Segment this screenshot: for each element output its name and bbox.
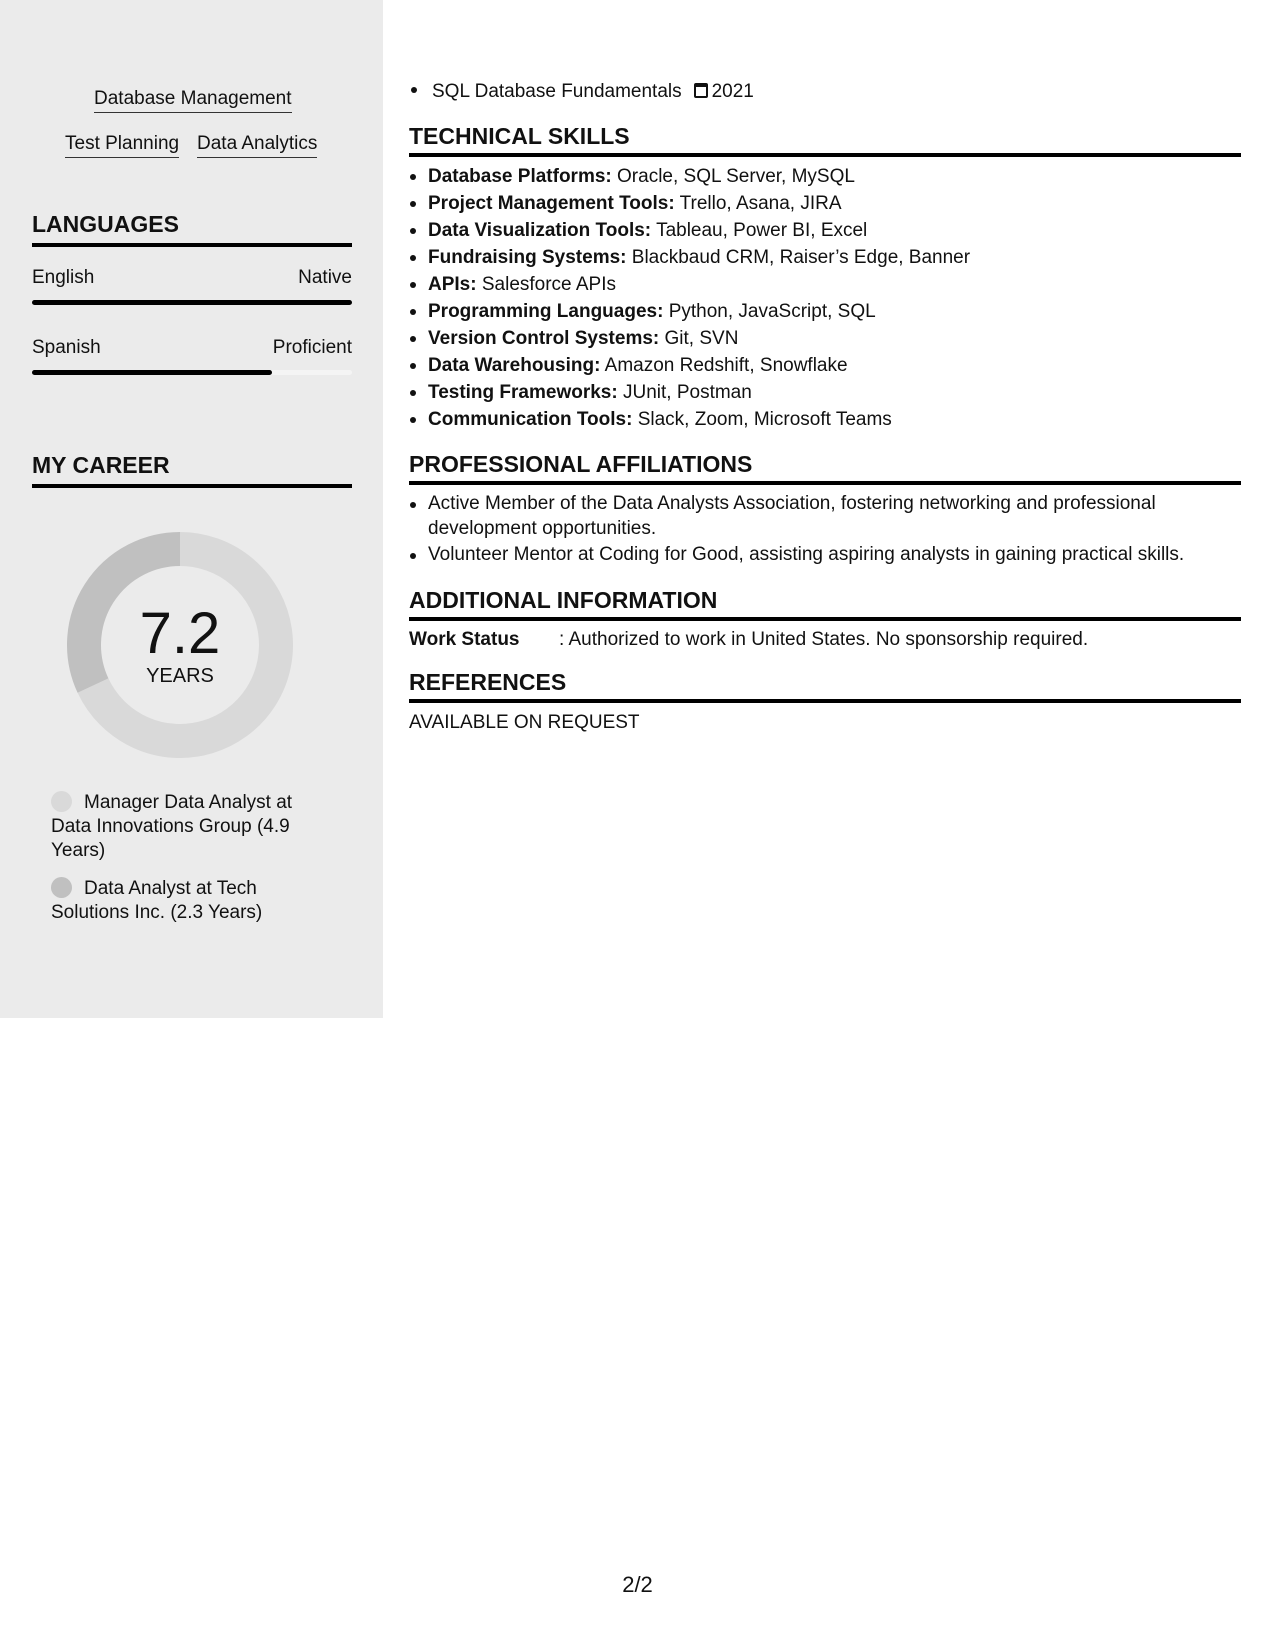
donut-center [67, 532, 293, 758]
skill-value: Blackbaud CRM, Raiser’s Edge, Banner [631, 247, 971, 268]
skill-value: Slack, Zoom, Microsoft Teams [637, 409, 892, 430]
calendar-icon [694, 83, 708, 98]
certification-item [409, 80, 754, 104]
list-item [409, 352, 1241, 379]
language-bar-fill [32, 300, 352, 305]
career-legend-label: Manager Data Analyst at Data Innovations Group (4.9 Years) [51, 792, 293, 861]
skill-label: Fundraising Systems: [428, 247, 627, 268]
work-status-value: : Authorized to work in United States. No sponsorship required. [559, 629, 1089, 650]
list-item [409, 325, 1241, 352]
legend-dot [51, 791, 72, 812]
languages-heading: LANGUAGES [32, 211, 352, 247]
skill-label: Testing Frameworks: [428, 382, 618, 403]
skill-value: Oracle, SQL Server, MySQL [617, 166, 855, 187]
technical-skills-list [409, 163, 1241, 433]
skill-label: Programming Languages: [428, 301, 664, 322]
career-legend-item [51, 791, 311, 863]
list-item [409, 379, 1241, 406]
technical-skills-heading: TECHNICAL SKILLS [409, 123, 1241, 157]
skill-label: Version Control Systems: [428, 328, 660, 349]
list-item [409, 190, 1241, 217]
language-level: Native [298, 267, 352, 288]
references-text: AVAILABLE ON REQUEST [409, 712, 640, 733]
language-name: English [32, 267, 95, 288]
skill-label: Communication Tools: [428, 409, 633, 430]
language-level: Proficient [272, 337, 352, 358]
skill-label: Data Visualization Tools: [428, 220, 652, 241]
skill-value: Amazon Redshift, Snowflake [604, 355, 848, 376]
bullet [411, 87, 417, 93]
skill-tag: Data Analytics [197, 133, 317, 158]
skill-label: Project Management Tools: [428, 193, 675, 214]
career-legend-item [51, 877, 311, 925]
list-item [409, 298, 1241, 325]
skill-label: Data Warehousing: [428, 355, 601, 376]
language-bar [32, 300, 352, 305]
skill-value: Tableau, Power BI, Excel [656, 220, 868, 241]
skill-value: JUnit, Postman [622, 382, 752, 403]
skill-label: Database Platforms: [428, 166, 612, 187]
language-bar-fill [32, 370, 272, 375]
skill-tag: Test Planning [65, 133, 179, 158]
career-total: 7.2 [139, 601, 221, 666]
skill-value: Salesforce APIs [481, 274, 616, 295]
list-item [409, 244, 1241, 271]
list-item: Active Member of the Data Analysts Association, fostering networking and professional development opportunities. [409, 491, 1241, 541]
list-item [409, 271, 1241, 298]
additional-info-heading: ADDITIONAL INFORMATION [409, 587, 1241, 621]
list-item: Volunteer Mentor at Coding for Good, assisting aspiring analysts in gaining practical skills. [409, 542, 1241, 567]
skill-tag: Database Management [94, 88, 292, 113]
affiliations-list [409, 491, 1241, 568]
skill-label: APIs: [428, 274, 477, 295]
list-item [409, 406, 1241, 433]
affiliations-heading: PROFESSIONAL AFFILIATIONS [409, 451, 1241, 485]
skill-value: Git, SVN [664, 328, 739, 349]
legend-dot [51, 877, 72, 898]
list-item [409, 163, 1241, 190]
references-heading: REFERENCES [409, 669, 1241, 703]
page-number: 2/2 [622, 1572, 653, 1597]
language-bar [32, 370, 352, 375]
list-item [409, 217, 1241, 244]
career-heading: MY CAREER [32, 452, 352, 488]
certification-name: SQL Database Fundamentals [432, 81, 682, 102]
sidebar [0, 0, 383, 1018]
certification-year: 2021 [711, 81, 754, 102]
work-status-label: Work Status [409, 629, 520, 650]
career-legend-label: Data Analyst at Tech Solutions Inc. (2.3 Years) [51, 878, 263, 923]
skill-value: Python, JavaScript, SQL [668, 301, 876, 322]
career-unit: YEARS [146, 665, 214, 687]
skill-value: Trello, Asana, JIRA [679, 193, 842, 214]
career-donut [67, 532, 293, 758]
language-name: Spanish [32, 337, 101, 358]
work-status-row [409, 628, 1088, 652]
